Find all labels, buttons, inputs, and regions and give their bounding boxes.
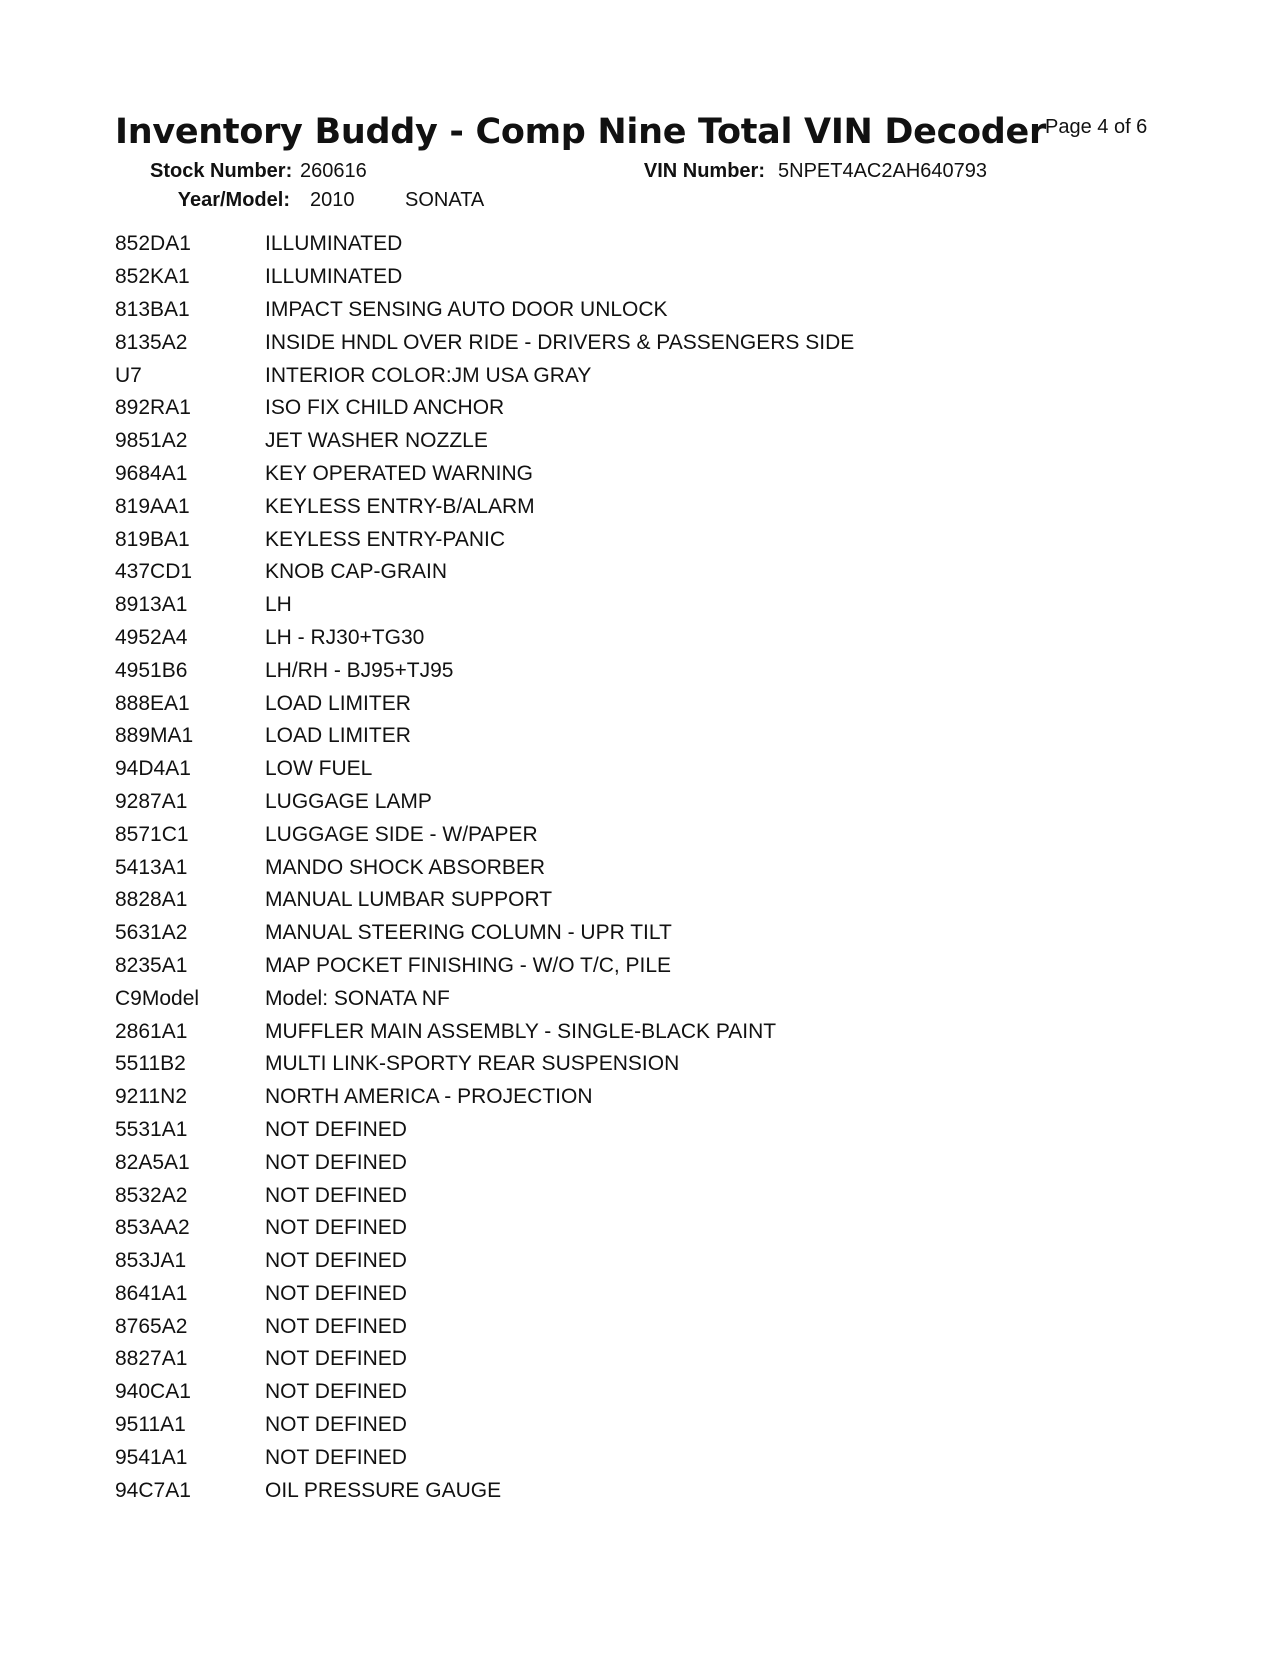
option-description: KEY OPERATED WARNING: [265, 461, 533, 485]
option-row: [115, 950, 1175, 983]
option-code: 9211N2: [115, 1085, 188, 1109]
option-description: NORTH AMERICA - PROJECTION: [265, 1085, 593, 1109]
option-description: MAP POCKET FINISHING - W/O T/C, PILE: [265, 953, 672, 977]
option-row: [115, 1278, 1175, 1311]
option-description: LUGGAGE LAMP: [265, 789, 432, 813]
option-row: [115, 1179, 1175, 1212]
option-row: [115, 1212, 1175, 1245]
option-row: [115, 884, 1175, 917]
option-row: [115, 1310, 1175, 1343]
option-description: NOT DEFINED: [265, 1281, 407, 1305]
option-code: 4952A4: [115, 625, 188, 649]
option-code: 94C7A1: [115, 1478, 191, 1502]
option-code: 8765A2: [115, 1314, 188, 1338]
year-value: 2010: [310, 189, 355, 211]
option-code: 8135A2: [115, 330, 188, 354]
option-row: [115, 1015, 1175, 1048]
option-description: MANUAL LUMBAR SUPPORT: [265, 888, 553, 912]
option-row: [115, 1146, 1175, 1179]
option-code: 853AA2: [115, 1216, 190, 1240]
option-row: [115, 1114, 1175, 1147]
option-description: JET WASHER NOZZLE: [265, 429, 488, 453]
stock-number-label: Stock Number:: [150, 160, 293, 182]
option-row: [115, 1474, 1175, 1507]
option-code: 5413A1: [115, 855, 188, 879]
option-code: 852KA1: [115, 265, 190, 289]
option-row: [115, 326, 1175, 359]
option-row: [115, 1409, 1175, 1442]
option-description: ILLUMINATED: [265, 232, 403, 256]
option-description: MUFFLER MAIN ASSEMBLY - SINGLE-BLACK PAINT: [265, 1019, 777, 1043]
option-description: OIL PRESSURE GAUGE: [265, 1478, 502, 1502]
option-code: 852DA1: [115, 232, 191, 256]
option-code: 4951B6: [115, 658, 188, 682]
option-row: [115, 654, 1175, 687]
option-code: 94D4A1: [115, 757, 191, 781]
option-code: 9684A1: [115, 461, 188, 485]
option-code: U7: [115, 363, 142, 387]
option-code: 8571C1: [115, 822, 189, 846]
option-code: 5631A2: [115, 921, 188, 945]
option-description: MANDO SHOCK ABSORBER: [265, 855, 546, 879]
option-row: [115, 294, 1175, 327]
option-description: LH - RJ30+TG30: [265, 625, 425, 649]
option-description: INSIDE HNDL OVER RIDE - DRIVERS & PASSENGERS SIDE: [265, 330, 855, 354]
option-code: 437CD1: [115, 560, 193, 584]
option-description: NOT DEFINED: [265, 1150, 407, 1174]
option-code: 819BA1: [115, 527, 190, 551]
option-code: 889MA1: [115, 724, 194, 748]
option-code: 5531A1: [115, 1117, 188, 1141]
option-code: 8828A1: [115, 888, 188, 912]
option-description: LUGGAGE SIDE - W/PAPER: [265, 822, 538, 846]
option-description: LH: [265, 593, 292, 617]
option-description: NOT DEFINED: [265, 1413, 407, 1437]
option-description: MANUAL STEERING COLUMN - UPR TILT: [265, 921, 672, 945]
option-row: [115, 490, 1175, 523]
option-description: LH/RH - BJ95+TJ95: [265, 658, 454, 682]
option-row: [115, 589, 1175, 622]
option-row: [115, 458, 1175, 491]
option-description: NOT DEFINED: [265, 1347, 407, 1371]
option-description: IMPACT SENSING AUTO DOOR UNLOCK: [265, 297, 668, 321]
option-row: [115, 786, 1175, 819]
option-description: KEYLESS ENTRY-B/ALARM: [265, 494, 535, 518]
option-code: 5511B2: [115, 1052, 186, 1076]
document-title: Inventory Buddy - Comp Nine Total VIN Decoder: [115, 112, 1046, 152]
option-code: 9511A1: [115, 1413, 186, 1437]
option-code: 892RA1: [115, 396, 191, 420]
year-model-label: Year/Model:: [177, 189, 290, 211]
option-row: [115, 1081, 1175, 1114]
option-code: 940CA1: [115, 1380, 191, 1404]
option-row: [115, 359, 1175, 392]
option-description: LOAD LIMITER: [265, 691, 411, 715]
option-code: 9541A1: [115, 1445, 188, 1469]
option-row: [115, 818, 1175, 851]
option-row: [115, 1048, 1175, 1081]
option-row: [115, 1441, 1175, 1474]
option-description: NOT DEFINED: [265, 1314, 407, 1338]
option-code: 9851A2: [115, 429, 188, 453]
option-row: [115, 1245, 1175, 1278]
option-description: NOT DEFINED: [265, 1117, 407, 1141]
option-row: [115, 622, 1175, 655]
option-code: 82A5A1: [115, 1150, 190, 1174]
vin-number-value: 5NPET4AC2AH640793: [778, 160, 988, 182]
option-row: [115, 1343, 1175, 1376]
option-code: 8235A1: [115, 953, 188, 977]
option-description: ISO FIX CHILD ANCHOR: [265, 396, 505, 420]
option-description: NOT DEFINED: [265, 1249, 407, 1273]
option-row: [115, 261, 1175, 294]
stock-number-value: 260616: [300, 160, 367, 182]
option-description: LOW FUEL: [265, 757, 373, 781]
option-row: [115, 1376, 1175, 1409]
option-code: 819AA1: [115, 494, 190, 518]
option-code: 853JA1: [115, 1249, 187, 1273]
option-description: NOT DEFINED: [265, 1216, 407, 1240]
option-row: [115, 851, 1175, 884]
option-row: [115, 982, 1175, 1015]
option-code: 8532A2: [115, 1183, 188, 1207]
option-code: 888EA1: [115, 691, 190, 715]
option-row: [115, 687, 1175, 720]
option-row: [115, 425, 1175, 458]
option-code: C9Model: [115, 986, 200, 1010]
option-description: LOAD LIMITER: [265, 724, 411, 748]
option-row: [115, 228, 1175, 261]
option-description: NOT DEFINED: [265, 1183, 407, 1207]
option-description: NOT DEFINED: [265, 1445, 407, 1469]
option-description: MULTI LINK-SPORTY REAR SUSPENSION: [265, 1052, 680, 1076]
option-row: [115, 720, 1175, 753]
option-description: KEYLESS ENTRY-PANIC: [265, 527, 506, 551]
option-description: NOT DEFINED: [265, 1380, 407, 1404]
option-description: Model: SONATA NF: [265, 986, 450, 1010]
option-row: [115, 392, 1175, 425]
option-row: [115, 556, 1175, 589]
option-code: 9287A1: [115, 789, 188, 813]
model-value: SONATA: [405, 189, 485, 211]
vin-number-label: VIN Number:: [643, 160, 765, 182]
option-code: 8913A1: [115, 593, 188, 617]
option-code: 8827A1: [115, 1347, 188, 1371]
option-row: [115, 523, 1175, 556]
option-description: ILLUMINATED: [265, 265, 403, 289]
option-row: [115, 917, 1175, 950]
option-code: 8641A1: [115, 1281, 188, 1305]
option-code-list: [115, 228, 1175, 1507]
option-code: 2861A1: [115, 1019, 188, 1043]
option-code: 813BA1: [115, 297, 190, 321]
option-description: KNOB CAP-GRAIN: [265, 560, 448, 584]
option-description: INTERIOR COLOR:JM USA GRAY: [265, 363, 592, 387]
page-number: Page 4 of 6: [1045, 116, 1148, 138]
option-row: [115, 753, 1175, 786]
